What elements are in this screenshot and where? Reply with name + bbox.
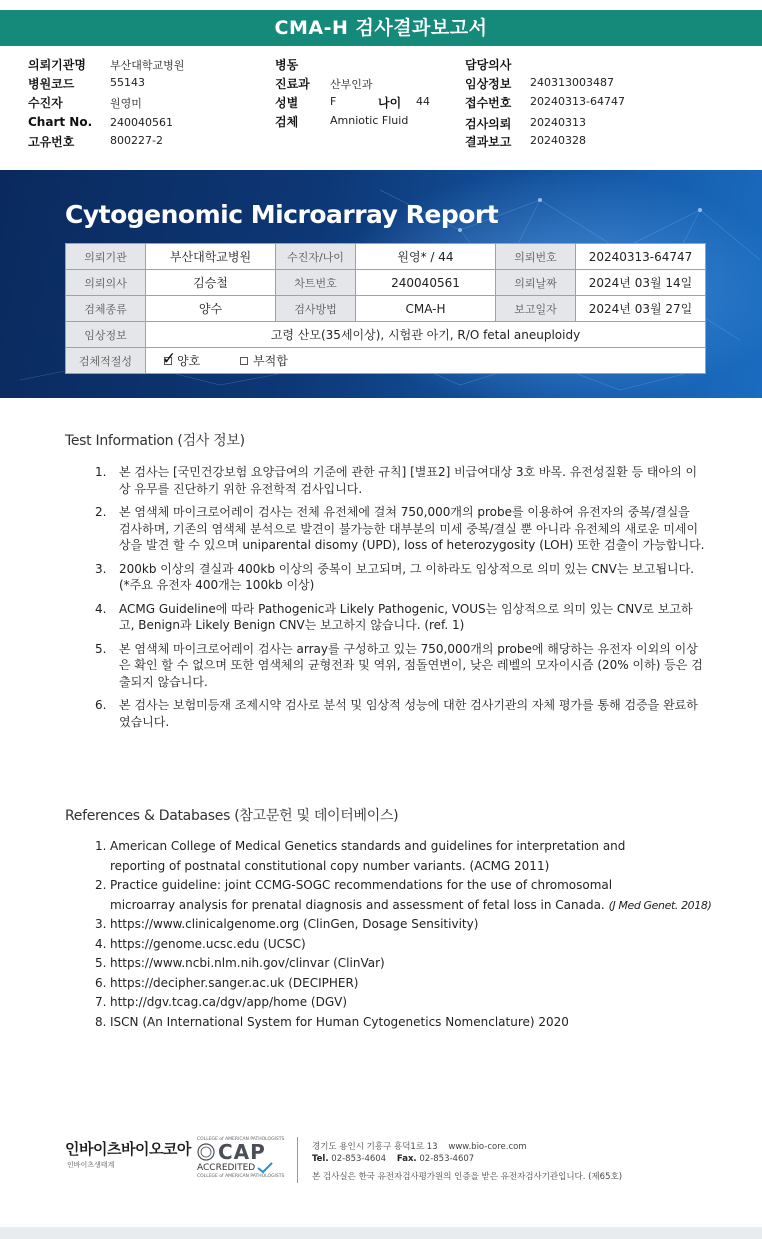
list-number: 2. <box>95 878 107 892</box>
list-number: 1. <box>95 839 107 853</box>
header-label: 의뢰기관명 <box>28 58 86 72</box>
reference-link[interactable]: https://genome.ucsc.edu (UCSC) <box>110 936 306 951</box>
list-number: 5. <box>95 956 107 970</box>
reference-text: Practice guideline: joint CCMG-SOGC recommendations for the use of chromosomal <box>110 878 613 892</box>
table-key: 의뢰의사 <box>66 270 146 296</box>
table-value: CMA-H <box>356 296 496 322</box>
header-value: 800227-2 <box>110 134 163 147</box>
reference-link[interactable]: https://decipher.sanger.ac.uk (DECIPHER) <box>110 975 359 990</box>
header-value: 55143 <box>110 76 145 89</box>
reference-item <box>95 915 725 935</box>
table-value: 양수 <box>146 296 276 322</box>
cap-org-text: COLLEGE of AMERICAN PATHOLOGISTS <box>197 1137 285 1142</box>
report-footer <box>65 1135 705 1195</box>
header-value: 44 <box>416 95 430 108</box>
list-number: 3. <box>95 917 107 931</box>
header-label: 검사의뢰 <box>465 117 512 131</box>
table-row <box>66 296 706 322</box>
table-row <box>66 322 706 348</box>
table-key: 의뢰날짜 <box>496 270 576 296</box>
adequacy-good-label: 양호 <box>177 354 201 368</box>
table-row <box>66 348 706 374</box>
table-value: 원영* / 44 <box>356 244 496 270</box>
cap-text: CAP <box>218 1140 266 1164</box>
list-item <box>95 601 705 634</box>
list-number: 2. <box>95 505 107 519</box>
clinical-info-value: 고령 산모(35세이상), 시험관 아기, R/O fetal aneuploidy <box>146 322 706 348</box>
header-label: 성별 <box>275 96 299 110</box>
header-label: 담당의사 <box>465 58 512 72</box>
header-value: 240040561 <box>110 116 173 129</box>
footer-address-line <box>312 1140 527 1152</box>
report-title: CMA-H 검사결과보고서 <box>0 10 762 46</box>
reference-text: reporting of postnatal constitutional copy number variants. (ACMG 2011) <box>110 858 550 873</box>
reference-link[interactable]: https://www.ncbi.nlm.nih.gov/clinvar (ClinVar) <box>110 956 385 970</box>
header-value: 원영미 <box>110 97 142 110</box>
reference-item <box>95 954 725 974</box>
cap-accredited-text: ACCREDITED <box>197 1163 256 1173</box>
table-key: 검체종류 <box>66 296 146 322</box>
reference-text: ISCN (An International System for Human Cytogenetics Nomenclature) 2020 <box>110 1014 569 1029</box>
header-label: 결과보고 <box>465 135 512 149</box>
list-text: 200kb 이상의 결실과 400kb 이상의 중복이 보고되며, 그 이하라도 임상적으로 의미 있는 CNV는 보고됩니다. (*주요 유전자 400개는 100kb 이상) <box>119 561 695 592</box>
cap-accredited-logo <box>197 1137 287 1187</box>
company-logo-sub: 인바이츠생태계 <box>67 1161 115 1169</box>
report-banner <box>0 170 762 398</box>
header-label: 고유번호 <box>28 135 75 149</box>
adequacy-good-checkbox[interactable] <box>162 348 201 369</box>
cap-mark <box>197 1142 287 1162</box>
cap-org-text: COLLEGE of AMERICAN PATHOLOGISTS <box>197 1174 285 1179</box>
list-number: 4. <box>95 601 107 616</box>
table-key: 임상정보 <box>66 322 146 348</box>
footer-website[interactable]: www.bio-core.com <box>448 1142 527 1152</box>
header-value: 20240313 <box>530 116 586 129</box>
fax-label: Fax. <box>396 1154 417 1164</box>
table-key: 검사방법 <box>276 296 356 322</box>
header-label: 병동 <box>275 58 299 72</box>
tel-label: Tel. <box>312 1154 329 1164</box>
header-value: F <box>330 95 337 108</box>
list-number: 3. <box>95 561 107 576</box>
table-key: 차트번호 <box>276 270 356 296</box>
list-number: 8. <box>95 1014 107 1029</box>
header-value: 부산대학교병원 <box>110 59 185 72</box>
company-logo: 인바이츠바이오코아 <box>65 1140 191 1158</box>
footer-contact-line <box>312 1154 474 1164</box>
header-label: 임상정보 <box>465 77 512 91</box>
references-list <box>95 837 725 1032</box>
list-text: ACMG Guideline에 따라 Pathogenic과 Likely Pathogenic, VOUS는 임상적으로 의미 있는 CNV로 보고하고, Benign과 Likely Benign CNV는 보고하지 않습니다. (ref. 1) <box>119 601 693 632</box>
list-text: 본 염색체 마이크로어레이 검사는 전체 유전체에 걸쳐 750,000개의 probe를 이용하여 유전자의 중복/결실을 검사하며, 기존의 염색체 분석으로 발견이 불가능한 대부분의 미세 중복/결실 뿐 아니라 유전체의 새로운 미세이상을 발견 할 수 있으며 uniparental disomy (UPD), loss of heterozygosity (LOH) 또한 검출이 가능합니다. <box>119 505 705 552</box>
header-label: 검체 <box>275 115 299 129</box>
reference-item <box>95 876 725 915</box>
table-key: 보고일자 <box>496 296 576 322</box>
reference-item <box>95 974 725 994</box>
list-text: 본 검사는 [국민건강보험 요양급여의 기준에 관한 규칙] [별표2] 비급여대상 3호 바목. 유전성질환 등 태아의 이상 유무를 진단하기 위한 유전학적 검사입니다. <box>119 465 698 496</box>
reference-item <box>95 935 725 955</box>
header-value: 20240313-64747 <box>530 95 625 108</box>
cap-accredited-row <box>197 1162 287 1174</box>
reference-text: microarray analysis for prenatal diagnosis and assessment of fetal loss in Canada. <box>110 897 605 912</box>
table-value: 2024년 03월 14일 <box>576 270 706 296</box>
header-label: 접수번호 <box>465 96 512 110</box>
adequacy-options <box>146 348 706 374</box>
list-number: 1. <box>95 465 107 479</box>
list-number: 6. <box>95 975 107 990</box>
reference-link[interactable]: https://www.clinicalgenome.org (ClinGen, Dosage Sensitivity) <box>110 917 479 931</box>
reference-item <box>95 993 725 1013</box>
checkmark-icon: ✓ <box>162 348 177 369</box>
header-label: 진료과 <box>275 77 310 91</box>
list-number: 4. <box>95 936 107 951</box>
page-bottom-bar <box>0 1227 762 1239</box>
report-info-table <box>65 243 706 374</box>
list-item <box>95 697 705 730</box>
test-info-list <box>95 464 705 737</box>
cap-seal-icon <box>197 1143 215 1161</box>
table-key: 의뢰번호 <box>496 244 576 270</box>
header-value: 20240328 <box>530 134 586 147</box>
list-item <box>95 504 705 554</box>
table-key: 수진자/나이 <box>276 244 356 270</box>
table-value: 240040561 <box>356 270 496 296</box>
reference-link[interactable]: http://dgv.tcag.ca/dgv/app/home (DGV) <box>110 995 348 1009</box>
checkbox-box <box>240 357 248 365</box>
header-label: 수진자 <box>28 96 63 110</box>
list-number: 6. <box>95 698 107 712</box>
footer-cert: 본 검사실은 한국 유전자검사평가원의 인증을 받은 유전자검사기관입니다. (제65호) <box>312 1172 623 1182</box>
list-number: 7. <box>95 995 107 1009</box>
table-row <box>66 270 706 296</box>
list-item <box>95 641 705 691</box>
table-row <box>66 244 706 270</box>
adequacy-bad-checkbox[interactable] <box>240 352 288 369</box>
table-key: 검체적절성 <box>66 348 146 374</box>
table-value: 김승철 <box>146 270 276 296</box>
list-number: 5. <box>95 641 107 656</box>
reference-journal: (J Med Genet. 2018) <box>608 898 712 912</box>
table-value: 20240313-64747 <box>576 244 706 270</box>
footer-tel: 02-853-4604 <box>331 1154 387 1164</box>
footer-fax: 02-853-4607 <box>419 1154 475 1164</box>
list-item <box>95 561 705 594</box>
table-value: 2024년 03월 27일 <box>576 296 706 322</box>
header-label: Chart No. <box>28 115 93 129</box>
footer-divider <box>297 1137 298 1183</box>
banner-title: Cytogenomic Microarray Report <box>65 200 499 229</box>
test-info-heading: Test Information (검사 정보) <box>65 433 245 449</box>
list-text: 본 검사는 보험미등재 조제시약 검사로 분석 및 임상적 성능에 대한 검사기관의 자체 평가를 통해 검증을 완료하였습니다. <box>119 698 698 729</box>
accredited-check-icon <box>257 1162 273 1174</box>
header-info <box>0 56 762 156</box>
table-key: 의뢰기관 <box>66 244 146 270</box>
header-value: 산부인과 <box>330 78 373 91</box>
table-value: 부산대학교병원 <box>146 244 276 270</box>
references-heading: References & Databases (참고문헌 및 데이터베이스) <box>65 808 399 824</box>
header-label: 나이 <box>378 96 402 110</box>
adequacy-bad-label: 부적합 <box>253 354 288 368</box>
reference-item <box>95 1013 725 1033</box>
header-label: 병원코드 <box>28 77 75 91</box>
list-text: 본 염색체 마이크로어레이 검사는 array를 구성하고 있는 750,000개의 probe에 해당하는 유전자 이외의 이상은 확인 할 수 없으며 또한 염색체의 균형전좌 및 역위, 점돌연변이, 낮은 레벨의 모자이시즘 (20% 이하) 등은 검출되지 않습니다. <box>119 641 703 689</box>
reference-text: American College of Medical Genetics standards and guidelines for interpretation and <box>110 839 626 853</box>
checkbox-box <box>162 348 177 369</box>
footer-address: 경기도 용인시 기흥구 흥덕1로 13 <box>312 1142 438 1152</box>
list-item <box>95 464 705 497</box>
header-value: 240313003487 <box>530 76 614 89</box>
reference-item <box>95 837 725 876</box>
header-value: Amniotic Fluid <box>330 114 409 127</box>
